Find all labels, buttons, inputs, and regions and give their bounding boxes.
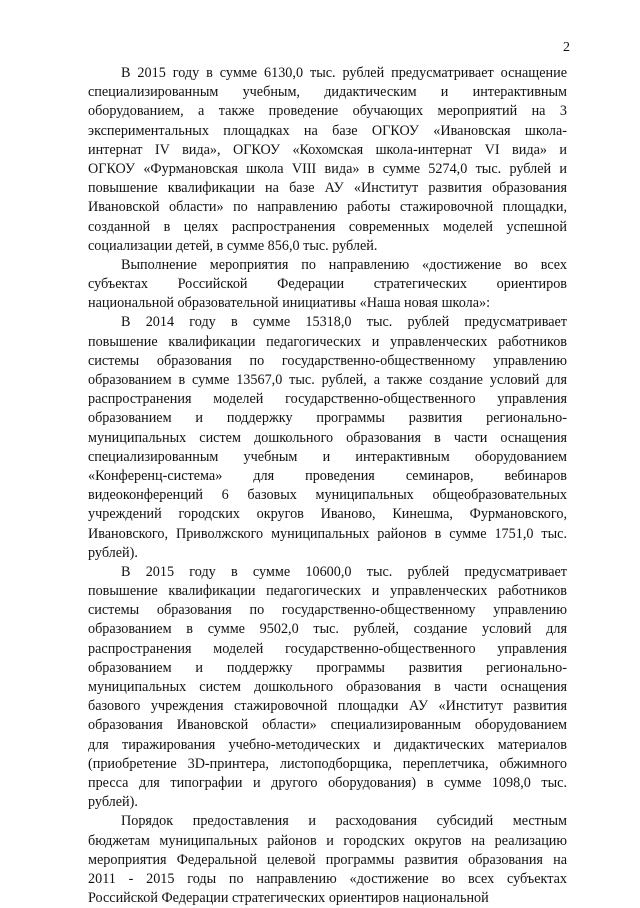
text-line: ОГКОУ «Фурмановская школа VIII вида» в сумме 5274,0 тыс. рублей и xyxy=(88,160,567,177)
text-line: В 2014 году в сумме 15318,0 тыс. рублей предусматривает xyxy=(121,314,567,331)
text-line: мероприятия Федеральной целевой программы развития образования на xyxy=(88,851,567,868)
text-line: Российской Федерации стратегических ориентиров национальной xyxy=(88,890,489,907)
text-line: образованием и поддержку программы развития регионально- xyxy=(88,659,567,676)
text-line: оборудованием, а также проведение обучающих мероприятий на 3 xyxy=(88,103,567,120)
text-line: видеоконференций 6 базовых муниципальных общеобразовательных xyxy=(88,487,567,504)
text-line: Порядок предоставления и расходования субсидий местным xyxy=(121,813,567,830)
text-line: В 2015 году в сумме 10600,0 тыс. рублей предусматривает xyxy=(121,563,567,580)
text-line: образования Ивановской области» специализированным оборудованием xyxy=(88,717,567,734)
text-line: Ивановского, Приволжского муниципальных районов в сумме 1751,0 тыс. xyxy=(88,525,567,542)
text-line: образованием и поддержку программы развития регионально- xyxy=(88,410,567,427)
text-line: бюджетам муниципальных районов и городских округов на реализацию xyxy=(88,832,567,849)
text-line: образованием в сумме 9502,0 тыс. рублей, создание условий для xyxy=(88,621,567,638)
text-line: учреждений городских округов Иваново, Кинешма, Фурмановского, xyxy=(88,506,567,523)
text-line: Выполнение мероприятия по направлению «достижение во всех xyxy=(121,256,567,273)
document-body xyxy=(88,64,567,908)
text-line: (приобретение 3D-принтера, листоподборщика, переплетчика, обжимного xyxy=(88,755,567,772)
text-line: специализированным учебным, дидактическим и интерактивным xyxy=(88,84,567,101)
text-line: распространения моделей государственно-общественного управления xyxy=(88,640,567,657)
text-line: муниципальных систем дошкольного образования в части оснащения xyxy=(88,429,567,446)
text-line: специализированным учебным и интерактивным оборудованием xyxy=(88,448,567,465)
text-line: рублей). xyxy=(88,544,138,561)
text-line: В 2015 году в сумме 6130,0 тыс. рублей предусматривает оснащение xyxy=(121,65,567,81)
paragraph xyxy=(88,812,567,908)
text-line: экспериментальных площадках на базе ОГКОУ «Ивановская школа- xyxy=(88,122,567,139)
paragraph xyxy=(88,256,567,314)
text-line: рублей). xyxy=(88,794,138,811)
text-line: системы образования по государственно-общественному управлению xyxy=(88,352,567,369)
text-line: системы образования по государственно-общественному управлению xyxy=(88,602,567,619)
text-line: Ивановской области» по направлению работы стажировочной площадки, xyxy=(88,199,567,216)
text-line: социализации детей, в сумме 856,0 тыс. рублей. xyxy=(88,237,378,254)
text-line: повышение квалификации педагогических и управленческих работников xyxy=(88,333,567,350)
text-line: созданной в целях распространения современных моделей успешной xyxy=(88,218,567,235)
text-line: для тиражирования учебно-методических и дидактических материалов xyxy=(88,736,567,753)
paragraph xyxy=(88,563,567,812)
text-line: субъектах Российской Федерации стратегических ориентиров xyxy=(88,276,567,293)
text-line: распространения моделей государственно-общественного управления xyxy=(88,391,567,408)
text-line: «Конференц-система» для проведения семинаров, вебинаров xyxy=(88,467,567,484)
text-line: пресса для типографии и другого оборудования) в сумме 1098,0 тыс. xyxy=(88,774,567,791)
paragraph xyxy=(88,64,567,256)
text-line: муниципальных систем дошкольного образования в части оснащения xyxy=(88,679,567,695)
text-line: 2011 - 2015 годы по направлению «достижение во всех субъектах xyxy=(88,870,567,887)
text-line: национальной образовательной инициативы «Наша новая школа»: xyxy=(88,295,491,312)
text-line: образованием в сумме 13567,0 тыс. рублей, а также создание условий для xyxy=(88,372,567,388)
text-line: базового учреждения стажировочной площадки АУ «Институт развития xyxy=(88,698,567,715)
paragraph xyxy=(88,313,567,562)
text-line: повышение квалификации на базе АУ «Институт развития образования xyxy=(88,180,567,197)
text-line: интернат IV вида», ОГКОУ «Кохомская школа-интернат VI вида» и xyxy=(88,141,567,158)
page-number: 2 xyxy=(563,40,570,55)
text-line: повышение квалификации педагогических и управленческих работников xyxy=(88,583,567,600)
